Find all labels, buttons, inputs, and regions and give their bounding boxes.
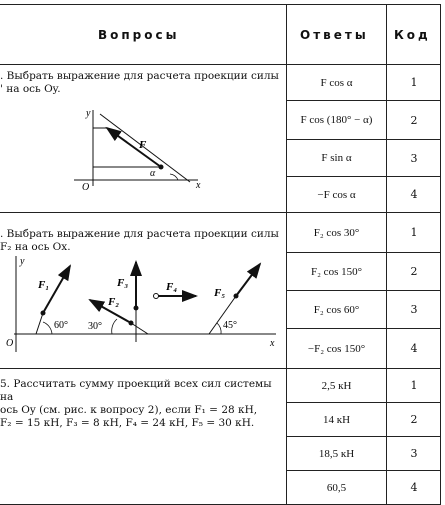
- q2-f5-point: [234, 294, 239, 299]
- q1-label-y: y: [86, 108, 91, 119]
- q2-f4-point: [154, 294, 159, 299]
- q2-force-f5: [236, 264, 260, 296]
- q1-answer-2: F cos (180° − α): [300, 114, 373, 126]
- q1-answer-3: F sin α: [321, 152, 352, 164]
- q2-angle-60: [43, 322, 52, 334]
- q2-answer-4: −F₂ cos 150°: [307, 342, 366, 355]
- q2-angle-45: [217, 323, 221, 334]
- q1-label-x: x: [196, 180, 201, 191]
- q2-label-x: x: [270, 338, 275, 349]
- q2-f3-point: [134, 306, 139, 311]
- q1-label-force: F: [139, 139, 147, 151]
- question-3-line-2: ось Oy (см. рис. к вопросу 2), если F₁ = 28 кН,: [0, 404, 258, 416]
- question-2-figure: [0, 256, 286, 356]
- q1-label-alpha: α: [150, 168, 156, 179]
- q3-answer-2: 14 кН: [322, 413, 351, 426]
- q1-angle-arc: [170, 174, 178, 180]
- question-1-line-2: ' на ось Oy.: [0, 83, 61, 95]
- q3-answer-1: 2,5 кН: [321, 379, 352, 392]
- table-right-border: [440, 4, 441, 505]
- q3-answer-3: 18,5 кН: [318, 447, 355, 460]
- q2-answer-3: F₂ cos 60°: [313, 303, 360, 316]
- header-answers: Ответы: [300, 28, 369, 42]
- question-3-line-1: 5. Рассчитать сумму проекций всех сил системы на: [0, 378, 272, 403]
- q2-f1-line: [36, 313, 43, 334]
- q2-label-f1: F₁: [38, 279, 50, 291]
- q2-angle-30: [112, 319, 117, 334]
- q1-code-2: 2: [410, 113, 418, 127]
- q2-answer-1: F₂ cos 30°: [313, 226, 360, 239]
- q3-code-1: 1: [410, 379, 418, 392]
- q1-force-vector-f: [107, 128, 161, 167]
- question-1-line-1: . Выбрать выражение для расчета проекции силы: [0, 70, 279, 82]
- q2-label-origin: O: [6, 338, 14, 349]
- question-3-line-3: F₂ = 15 кН, F₃ = 8 кН, F₄ = 24 кН, F₅ = 30 кН.: [0, 417, 255, 429]
- q1-answer-4: −F cos α: [317, 188, 356, 201]
- q2-code-1: 1: [410, 226, 418, 239]
- q2-label-f5: F₅: [214, 287, 226, 299]
- q2-f2-point: [129, 321, 134, 326]
- question-2-text: [0, 228, 286, 254]
- q1-code-4: 4: [410, 188, 418, 201]
- q2-label-f4: F₄: [166, 281, 178, 293]
- question-1-text: [0, 70, 286, 96]
- q2-label-f3: F₃: [117, 277, 129, 289]
- q2-label-60: 60°: [54, 320, 68, 331]
- q2-code-3: 3: [410, 303, 418, 316]
- question-3-text: [0, 378, 286, 430]
- q1-code-1: 1: [410, 76, 418, 89]
- q2-f2-line: [131, 323, 148, 334]
- q2-answer-2: F₂ cos 150°: [310, 265, 362, 278]
- q1-answer-1: F cos α: [320, 76, 353, 89]
- header-questions: Вопросы: [98, 28, 180, 42]
- q2-label-30: 30°: [88, 321, 102, 332]
- q2-label-f2: F₂: [108, 296, 120, 308]
- q3-code-3: 3: [410, 447, 418, 460]
- question-2-line-1: . Выбрать выражение для расчета проекции силы: [0, 228, 279, 240]
- table-top-border: [0, 4, 441, 5]
- q1-code-3: 3: [410, 151, 418, 165]
- question-2-line-2: F₂ на ось Ox.: [0, 241, 71, 253]
- header-code: Код: [394, 28, 431, 42]
- q1-label-origin: O: [82, 182, 90, 193]
- q3-answer-4: 60,5: [326, 481, 347, 494]
- q2-f1-point: [41, 311, 46, 316]
- q3-code-4: 4: [410, 481, 418, 494]
- q2-code-4: 4: [410, 342, 418, 355]
- question-1-figure: [0, 106, 286, 196]
- q2-code-2: 2: [410, 265, 418, 278]
- q2-label-45: 45°: [223, 320, 237, 331]
- q3-code-2: 2: [410, 413, 418, 426]
- q2-label-y: y: [20, 256, 25, 267]
- column-divider-code: [386, 4, 387, 505]
